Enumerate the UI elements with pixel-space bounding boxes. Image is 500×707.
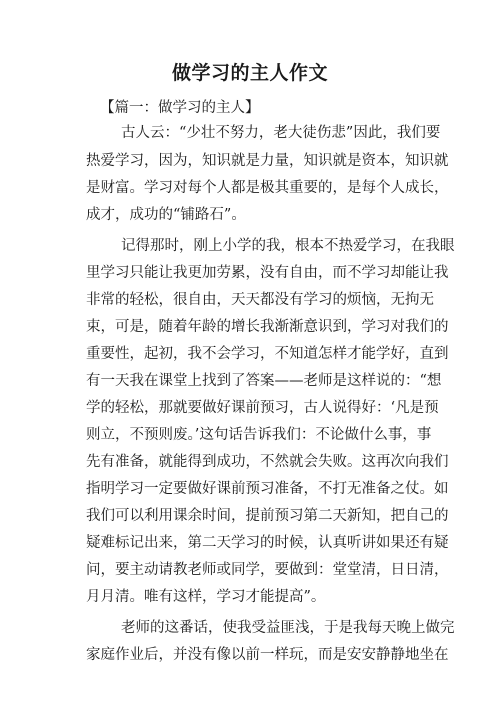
paragraph-line: 学的轻松，那就要做好课前预习，古人说得好：‘凡是预 bbox=[86, 400, 439, 416]
paragraph-line: 里学习只能让我更加劳累，没有自由，而不学习却能让我 bbox=[86, 265, 449, 281]
paragraph-line: 束，可是，随着年龄的增长我渐渐意识到，学习对我们的 bbox=[86, 319, 449, 335]
paragraph-line: 成才，成功的“铺路石”。 bbox=[86, 207, 246, 223]
paragraph-line: 重要性，起初，我不会学习，不知道怎样才能学好，直到 bbox=[86, 346, 449, 362]
paragraph-line: 家庭作业后，并没有像以前一样玩，而是安安静静地坐在 bbox=[86, 647, 449, 663]
paragraph-line: 古人云：“少壮不努力，老大徒伤悲”因此，我们要 bbox=[121, 125, 441, 141]
section-heading: 【篇一：做学习的主人】 bbox=[100, 100, 260, 116]
paragraph-line: 问，要主动请教老师或同学，要做到：堂堂清，日日清， bbox=[86, 562, 449, 578]
paragraph-line: 是财富。学习对每个人都是极其重要的，是每个人成长， bbox=[86, 180, 449, 196]
paragraph-line: 先有准备，就能得到成功，不然就会失败。这再次向我们 bbox=[86, 454, 449, 470]
paragraph-line: 疑难标记出来，第二天学习的时候，认真听讲如果还有疑 bbox=[86, 535, 449, 551]
paragraph-line: 指明学习一定要做好课前预习准备，不打无准备之仗。如 bbox=[86, 481, 449, 497]
document-title: 做学习的主人作文 bbox=[171, 62, 328, 84]
paragraph-line: 非常的轻松，很自由，天天都没有学习的烦恼，无拘无 bbox=[86, 292, 434, 308]
paragraph-line: 热爱学习，因为，知识就是力量，知识就是资本，知识就 bbox=[86, 153, 449, 169]
paragraph-line: 则立，不预则废。’这句话告诉我们：不论做什么事，事 bbox=[86, 427, 432, 443]
paragraph-line: 记得那时，刚上小学的我，根本不热爱学习，在我眼 bbox=[121, 238, 455, 254]
paragraph-line: 有一天我在课堂上找到了答案——老师是这样说的：“想 bbox=[86, 373, 442, 389]
paragraph-line: 老师的这番话，使我受益匪浅，于是我每天晚上做完 bbox=[121, 620, 455, 636]
paragraph-line: 月月清。唯有这样，学习才能提高”。 bbox=[86, 589, 326, 605]
paragraph-line: 我们可以利用课余时间，提前预习第二天新知，把自己的 bbox=[86, 508, 449, 524]
